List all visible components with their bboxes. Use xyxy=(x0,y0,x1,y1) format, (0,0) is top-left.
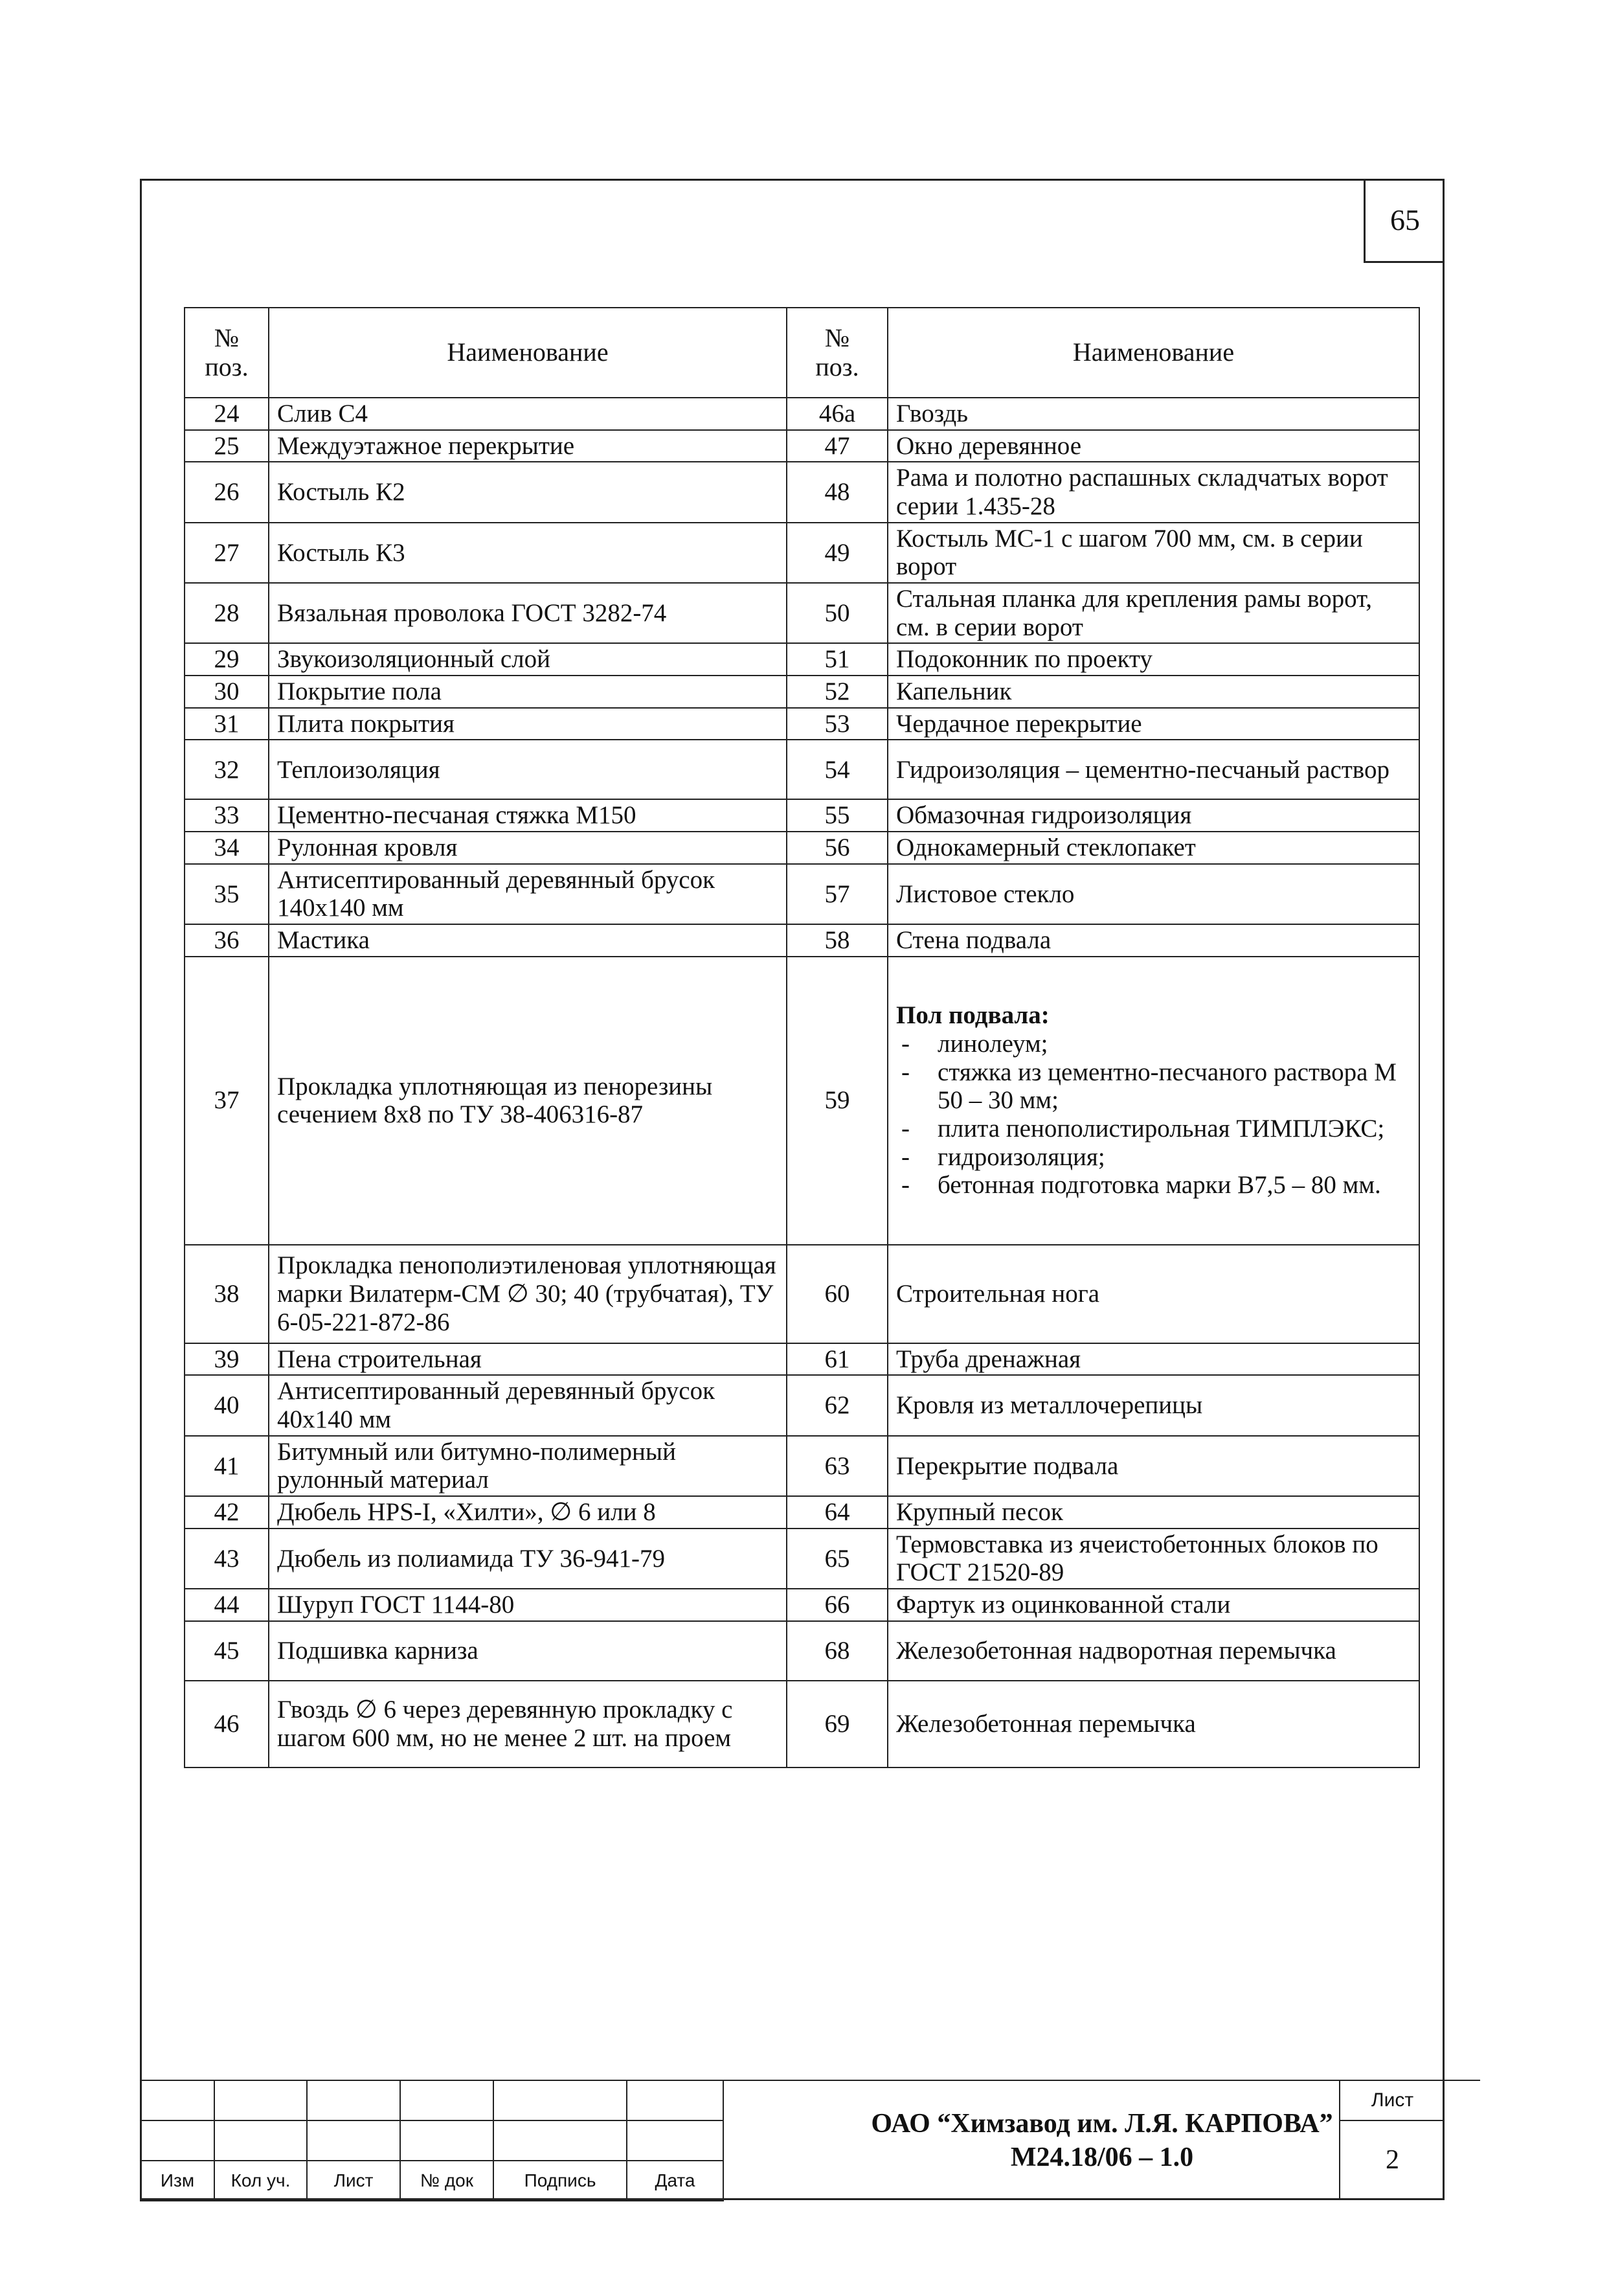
item-name-left: Прокладка уплотняющая из пенорезины сечением 8х8 по ТУ 38-406316-87 xyxy=(269,957,787,1245)
item-name-right: Железобетонная перемычка xyxy=(888,1681,1419,1767)
table-row xyxy=(185,957,1419,1245)
stamp-label: Кол уч. xyxy=(214,2161,307,2201)
item-name-right: Листовое стекло xyxy=(888,864,1419,924)
table-row xyxy=(185,398,1419,430)
item-name-left: Пена строительная xyxy=(269,1343,787,1376)
item-name-right: Гидроизоляция – цементно-песчаный раствор xyxy=(888,740,1419,799)
position-number-right: 64 xyxy=(787,1496,888,1529)
table-row xyxy=(185,1529,1419,1589)
item-name-left: Слив С4 xyxy=(269,398,787,430)
item-name-left: Плита покрытия xyxy=(269,708,787,740)
position-number-right: 50 xyxy=(787,583,888,643)
position-number-left: 41 xyxy=(185,1436,269,1496)
position-number-right: 58 xyxy=(787,924,888,957)
item-name-left: Шуруп ГОСТ 1144-80 xyxy=(269,1589,787,1621)
position-number-left: 40 xyxy=(185,1375,269,1435)
header-name-right: Наименование xyxy=(888,308,1419,398)
item-name-right: Гвоздь xyxy=(888,398,1419,430)
position-number-right: 69 xyxy=(787,1681,888,1767)
position-number-left: 25 xyxy=(185,430,269,462)
item-name-right: Кровля из металлочерепицы xyxy=(888,1375,1419,1435)
position-number-left: 38 xyxy=(185,1245,269,1343)
position-number-right: 55 xyxy=(787,799,888,832)
item-name-right: Рама и полотно распашных складчатых ворот серии 1.435-28 xyxy=(888,462,1419,522)
position-number-left: 33 xyxy=(185,799,269,832)
item-name-left: Дюбель HPS-I, «Хилти», ∅ 6 или 8 xyxy=(269,1496,787,1529)
position-number-right: 61 xyxy=(787,1343,888,1376)
item-name-right: Крупный песок xyxy=(888,1496,1419,1529)
position-number-right: 60 xyxy=(787,1245,888,1343)
item-name-left: Рулонная кровля xyxy=(269,832,787,864)
position-number-right: 63 xyxy=(787,1436,888,1496)
position-number-left: 46 xyxy=(185,1681,269,1767)
table-row xyxy=(185,832,1419,864)
sheet-label: Лист xyxy=(1340,2081,1445,2121)
document-code: М24.18/06 – 1.0 xyxy=(1010,2143,1194,2172)
item-name-right: Стальная планка для крепления рамы ворот, см. в серии ворот xyxy=(888,583,1419,643)
stamp-label: № док xyxy=(400,2161,493,2201)
item-name-left: Теплоизоляция xyxy=(269,740,787,799)
legend-table xyxy=(184,307,1420,1768)
item-name-right: Термовставка из ячеистобетонных блоков по ГОСТ 21520-89 xyxy=(888,1529,1419,1589)
table-row xyxy=(185,1343,1419,1376)
item-name-right: Подоконник по проекту xyxy=(888,643,1419,676)
item-name-right: Труба дренажная xyxy=(888,1343,1419,1376)
title-block xyxy=(140,2080,1445,2200)
table-row xyxy=(185,643,1419,676)
position-number-left: 26 xyxy=(185,462,269,522)
item-name-left: Костыль К2 xyxy=(269,462,787,522)
item-name-right: Обмазочная гидроизоляция xyxy=(888,799,1419,832)
position-number-right: 57 xyxy=(787,864,888,924)
sheet-value: 2 xyxy=(1386,2145,1399,2175)
table-row xyxy=(185,523,1419,583)
item-name-right: Окно деревянное xyxy=(888,430,1419,462)
item-name-left: Мастика xyxy=(269,924,787,957)
floor-title: Пол подвала: xyxy=(896,1001,1050,1030)
position-number-right: 56 xyxy=(787,832,888,864)
list-item: - плита пенополистирольная ТИМПЛЭКС; xyxy=(896,1115,1411,1143)
position-number-right: 47 xyxy=(787,430,888,462)
position-number-left: 30 xyxy=(185,676,269,708)
item-name-left: Дюбель из полиамида ТУ 36-941-79 xyxy=(269,1529,787,1589)
position-number-right: 51 xyxy=(787,643,888,676)
table-row xyxy=(185,1375,1419,1435)
position-number-left: 32 xyxy=(185,740,269,799)
position-number-left: 37 xyxy=(185,957,269,1245)
table-row xyxy=(185,676,1419,708)
position-number-left: 42 xyxy=(185,1496,269,1529)
list-item: - стяжка из цементно-песчаного раствора М 50 – 30 мм; xyxy=(896,1058,1411,1115)
position-number-right: 52 xyxy=(787,676,888,708)
item-name-left: Вязальная проволока ГОСТ 3282-74 xyxy=(269,583,787,643)
position-number-right: 53 xyxy=(787,708,888,740)
revision-stamp xyxy=(140,2080,724,2201)
position-number-right: 49 xyxy=(787,523,888,583)
stamp-label: Лист xyxy=(307,2161,400,2201)
table-row xyxy=(185,1589,1419,1621)
item-name-left: Прокладка пенополиэтиленовая уплотняющая марки Вилатерм-СМ ∅ 30; 40 (трубчатая), ТУ 6-05-221-872-86 xyxy=(269,1245,787,1343)
item-name-right: Железобетонная надворотная перемычка xyxy=(888,1621,1419,1681)
header-num-right: № поз. xyxy=(787,308,888,398)
page-number: 65 xyxy=(1364,179,1445,263)
list-item: - бетонная подготовка марки В7,5 – 80 мм. xyxy=(896,1171,1411,1199)
item-name-right: Перекрытие подвала xyxy=(888,1436,1419,1496)
floor-layers-list xyxy=(896,1030,1411,1199)
table-row xyxy=(185,799,1419,832)
header-num-left: № поз. xyxy=(185,308,269,398)
position-number-left: 44 xyxy=(185,1589,269,1621)
stamp-label: Изм xyxy=(141,2161,214,2201)
position-number-right: 68 xyxy=(787,1621,888,1681)
position-number-left: 29 xyxy=(185,643,269,676)
position-number-left: 39 xyxy=(185,1343,269,1376)
table-row xyxy=(185,1436,1419,1496)
table-row xyxy=(185,583,1419,643)
item-name-right: Костыль МС-1 с шагом 700 мм, см. в серии ворот xyxy=(888,523,1419,583)
position-number-right: 65 xyxy=(787,1529,888,1589)
item-name-left: Подшивка карниза xyxy=(269,1621,787,1681)
table-row xyxy=(185,924,1419,957)
item-name-left: Гвоздь ∅ 6 через деревянную прокладку с шагом 600 мм, но не менее 2 шт. на проем xyxy=(269,1681,787,1767)
item-name-right: Капельник xyxy=(888,676,1419,708)
item-name-right: Однокамерный стеклопакет xyxy=(888,832,1419,864)
item-name-right: Чердачное перекрытие xyxy=(888,708,1419,740)
list-item: - линолеум; xyxy=(896,1030,1411,1058)
sheet-cell xyxy=(1339,2080,1445,2200)
position-number-right: 62 xyxy=(787,1375,888,1435)
item-name-left: Покрытие пола xyxy=(269,676,787,708)
position-number-left: 28 xyxy=(185,583,269,643)
item-name-left: Антисептированный деревянный брусок 140х140 мм xyxy=(269,864,787,924)
position-number-left: 31 xyxy=(185,708,269,740)
table-header-row xyxy=(185,308,1419,398)
item-name-left: Цементно-песчаная стяжка М150 xyxy=(269,799,787,832)
table-row xyxy=(185,1681,1419,1767)
item-name-left: Звукоизоляционный слой xyxy=(269,643,787,676)
position-number-right: 59 xyxy=(787,957,888,1245)
item-name-right: Строительная нога xyxy=(888,1245,1419,1343)
item-name-right xyxy=(888,957,1419,1245)
table-row xyxy=(185,1621,1419,1681)
table-row xyxy=(185,1496,1419,1529)
item-name-right: Фартук из оцинкованной стали xyxy=(888,1589,1419,1621)
table-row xyxy=(185,708,1419,740)
table-row xyxy=(185,740,1419,799)
item-name-left: Костыль К3 xyxy=(269,523,787,583)
item-name-right: Стена подвала xyxy=(888,924,1419,957)
position-number-left: 35 xyxy=(185,864,269,924)
position-number-right: 66 xyxy=(787,1589,888,1621)
position-number-right: 54 xyxy=(787,740,888,799)
position-number-right: 46а xyxy=(787,398,888,430)
item-name-left: Междуэтажное перекрытие xyxy=(269,430,787,462)
list-item: - гидроизоляция; xyxy=(896,1143,1411,1172)
position-number-right: 48 xyxy=(787,462,888,522)
table-row xyxy=(185,462,1419,522)
table-row xyxy=(185,1245,1419,1343)
header-name-left: Наименование xyxy=(269,308,787,398)
item-name-left: Антисептированный деревянный брусок 40х140 мм xyxy=(269,1375,787,1435)
stamp-label: Подпись xyxy=(493,2161,627,2201)
table-row xyxy=(185,430,1419,462)
organization-name: ОАО “Химзавод им. Л.Я. КАРПОВА” xyxy=(871,2108,1333,2139)
item-name-left: Битумный или битумно-полимерный рулонный материал xyxy=(269,1436,787,1496)
position-number-left: 43 xyxy=(185,1529,269,1589)
table-row xyxy=(185,864,1419,924)
position-number-left: 34 xyxy=(185,832,269,864)
stamp-label: Дата xyxy=(627,2161,723,2201)
stamp-labels-row xyxy=(141,2161,723,2201)
position-number-left: 36 xyxy=(185,924,269,957)
position-number-left: 24 xyxy=(185,398,269,430)
position-number-left: 45 xyxy=(185,1621,269,1681)
position-number-left: 27 xyxy=(185,523,269,583)
